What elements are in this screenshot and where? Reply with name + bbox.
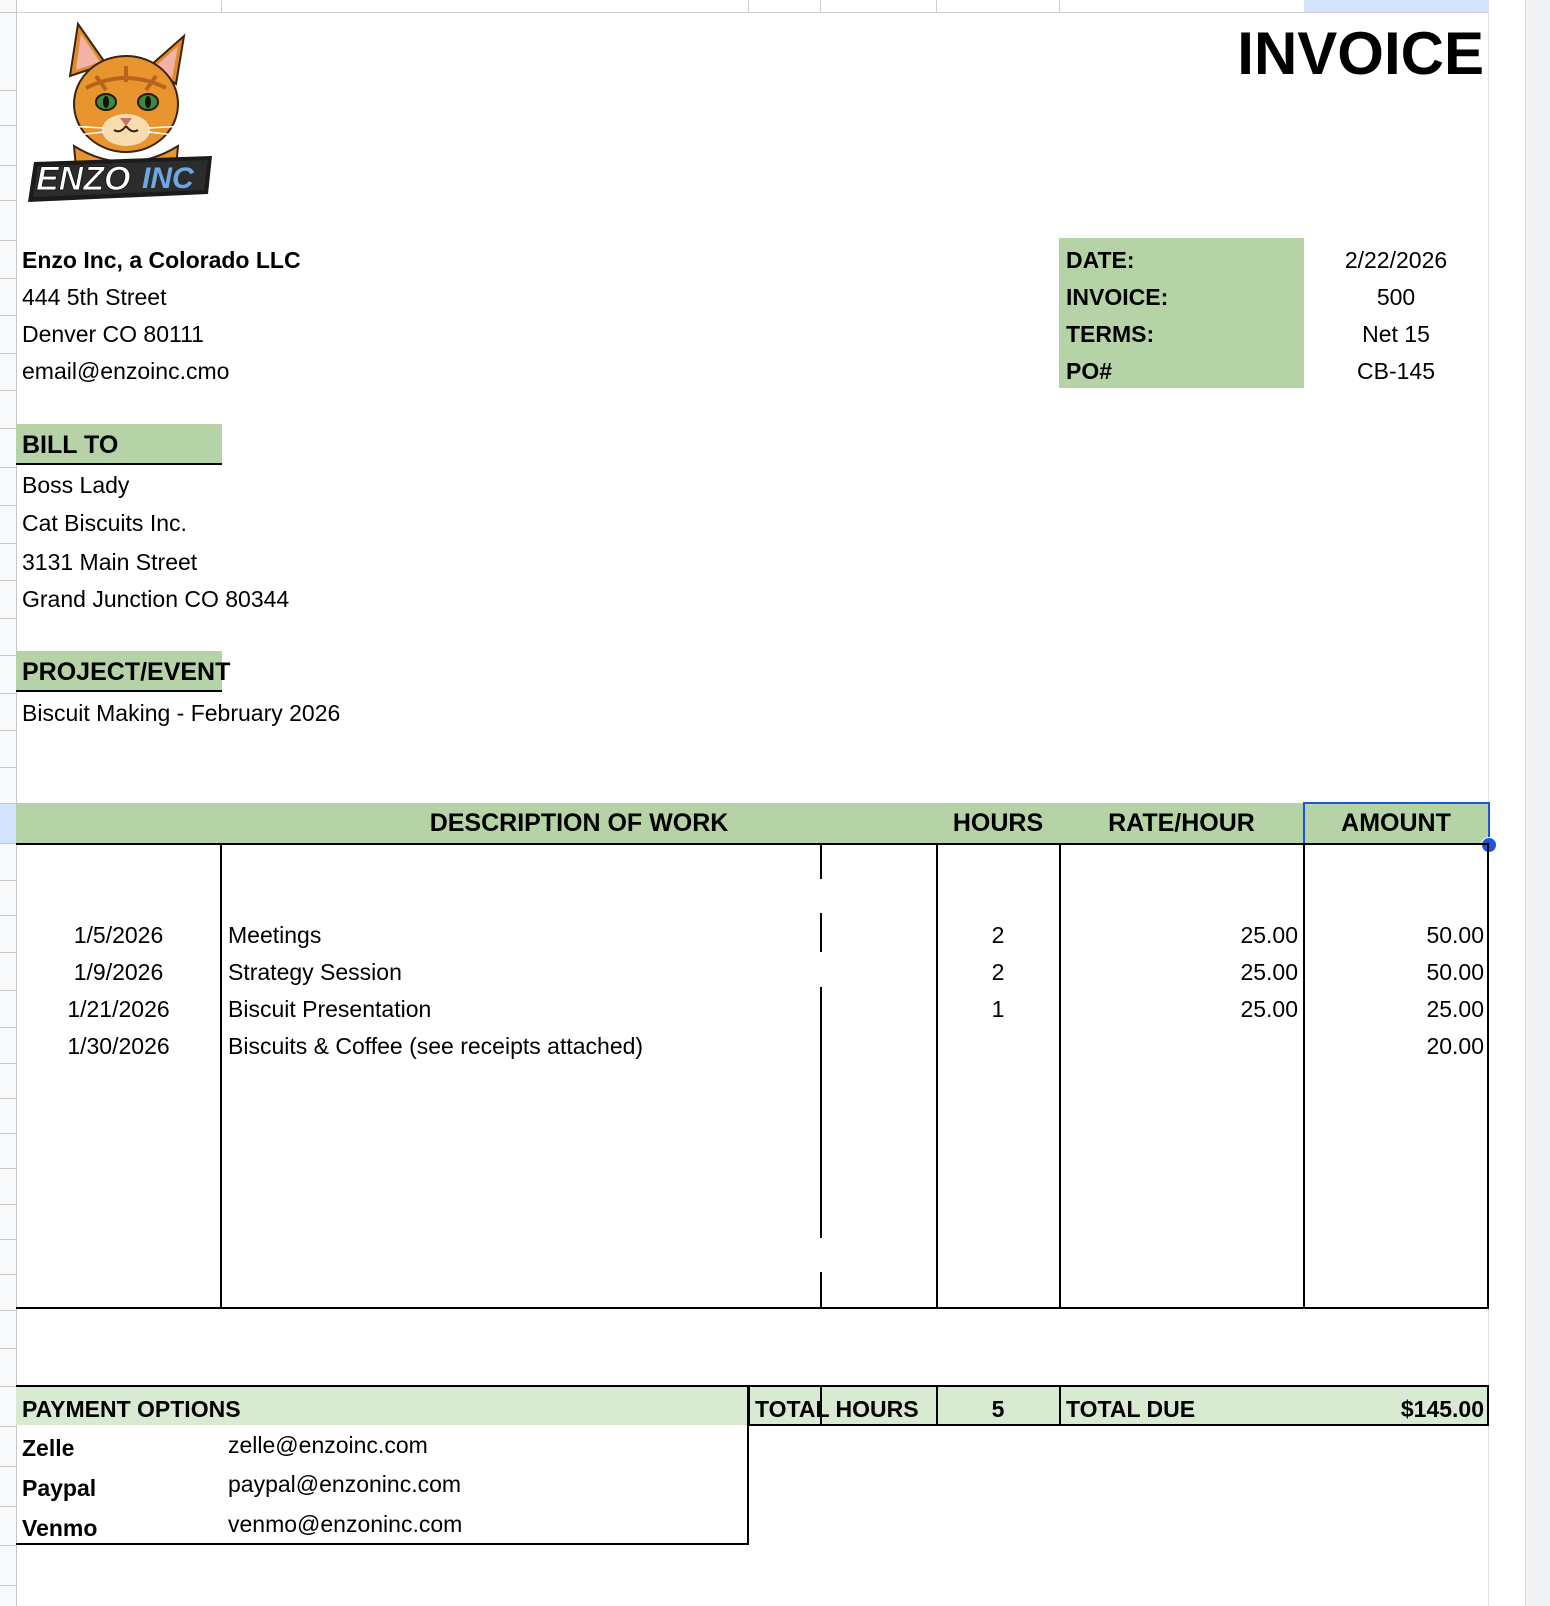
enzo-inc-logo [26,18,216,206]
row-header-divider [0,1506,16,1507]
company-name: Enzo Inc, a Colorado LLC [22,247,301,273]
row-date[interactable]: 1/5/2026 [73,922,164,948]
row-header-divider [0,1426,16,1427]
invoice-title: INVOICE [1237,20,1484,87]
row-header-divider [0,693,16,694]
row-date[interactable]: 1/21/2026 [67,996,170,1022]
row-header-divider [0,315,16,316]
meta-po-label: PO# [1066,358,1113,384]
row-header-divider [0,1098,16,1099]
top-grid-line [16,12,1489,13]
row-header-divider [0,1063,16,1064]
totals-divider [1059,1386,1061,1426]
row-date[interactable]: 1/30/2026 [67,1033,170,1059]
payment-method-venmo: Venmo [22,1515,98,1541]
col-boundary [936,0,937,12]
table-col-divider [936,843,938,1308]
selected-cell-outline[interactable] [1303,802,1490,845]
row-amount[interactable]: 20.00 [1426,1033,1484,1059]
row-header-divider [0,200,16,201]
project-heading: PROJECT/EVENT [22,658,231,686]
row-header-divider [0,353,16,354]
row-description[interactable]: Biscuits & Coffee (see receipts attached) [228,1033,644,1059]
table-top-border [16,843,1488,845]
row-rate[interactable]: 25.00 [1240,959,1298,985]
row-header-divider [0,1545,16,1546]
row-header-divider [0,1239,16,1240]
row-header-divider [0,165,16,166]
row-header-divider [0,990,16,991]
row-header-divider [0,1585,16,1586]
svg-text:ENZO: ENZO [36,160,131,198]
payment-box-bottom [16,1543,749,1545]
table-col-divider [220,843,222,1308]
meta-po-value[interactable]: CB-145 [1357,358,1435,384]
vertical-scrollbar[interactable] [1525,0,1550,1606]
bill-to-underline [16,463,222,465]
row-header-divider [0,240,16,241]
col-boundary [748,0,749,12]
totals-divider [1487,1386,1489,1426]
header-hours: HOURS [952,809,1044,837]
bill-to-line-2[interactable]: Cat Biscuits Inc. [22,510,187,536]
row-header-divider [0,90,16,91]
row-header-divider [0,952,16,953]
row-header-divider [0,505,16,506]
row-header-divider [0,1386,16,1387]
row-amount[interactable]: 50.00 [1426,959,1484,985]
row-header-divider [0,390,16,391]
cat-icon [66,24,186,177]
table-col-divider [820,1272,822,1308]
header-description: DESCRIPTION OF WORK [429,809,729,837]
table-col-divider [1059,843,1061,1308]
row-header-divider [0,580,16,581]
row-rate[interactable]: 25.00 [1240,996,1298,1022]
row-header-divider [0,467,16,468]
totals-bottom-border [748,1424,1489,1426]
row-header-divider [0,1466,16,1467]
payment-address-venmo[interactable]: venmo@enzoninc.com [228,1511,463,1537]
bill-to-line-1[interactable]: Boss Lady [22,472,130,498]
svg-text:INC: INC [142,162,194,195]
row-hours[interactable]: 1 [991,996,1005,1022]
row-header-divider [0,1274,16,1275]
payment-method-zelle: Zelle [22,1435,75,1461]
row-header-divider [0,915,16,916]
totals-top-border [16,1385,1489,1387]
bill-to-line-4[interactable]: Grand Junction CO 80344 [22,586,290,612]
meta-terms-label: TERMS: [1066,321,1155,347]
row-header-divider [0,618,16,619]
bill-to-line-3[interactable]: 3131 Main Street [22,549,198,575]
selection-fill-handle[interactable] [1481,837,1497,853]
row-date[interactable]: 1/9/2026 [73,959,164,985]
total-due-value[interactable]: $145.00 [1400,1396,1484,1422]
payment-address-paypal[interactable]: paypal@enzoninc.com [228,1471,462,1497]
row-header-divider [0,278,16,279]
project-underline [16,690,222,692]
row-description[interactable]: Meetings [228,922,322,948]
row-header-divider [0,767,16,768]
row-header-divider [0,803,16,804]
meta-date-value[interactable]: 2/22/2026 [1344,247,1448,273]
total-due-label: TOTAL DUE [1066,1396,1196,1422]
company-email: email@enzoinc.cmo [22,358,230,384]
row-header-divider [0,428,16,429]
row-header-divider [0,125,16,126]
header-amount[interactable]: AMOUNT [1341,809,1451,837]
row-amount[interactable]: 25.00 [1426,996,1484,1022]
row-header-divider [0,843,16,844]
row-header-divider [0,543,16,544]
table-col-divider [820,913,822,952]
row-description[interactable]: Biscuit Presentation [228,996,432,1022]
row-header-divider [0,12,16,13]
table-col-divider [820,987,822,1238]
row-header-divider [0,1204,16,1205]
payment-box-right [747,1386,749,1545]
payment-address-zelle[interactable]: zelle@enzoinc.com [228,1432,428,1458]
table-col-divider [1303,843,1305,1308]
col-boundary [221,0,222,12]
bill-to-heading: BILL TO [22,431,119,459]
row-header-divider [0,1348,16,1349]
payment-heading: PAYMENT OPTIONS [22,1396,241,1422]
total-hours-label: TOTAL HOURS [755,1396,919,1422]
selected-column-header[interactable] [1304,0,1488,12]
row-header-divider [0,730,16,731]
row-header-divider [0,880,16,881]
row-header-divider [0,1168,16,1169]
row-hours[interactable]: 2 [991,922,1005,948]
table-col-divider [820,843,822,879]
row-header-divider [0,1310,16,1311]
meta-terms-value[interactable]: Net 15 [1362,321,1430,347]
col-boundary [820,0,821,12]
row-amount[interactable]: 50.00 [1426,922,1484,948]
meta-invoice-label: INVOICE: [1066,284,1169,310]
row-hours[interactable]: 2 [991,959,1005,985]
row-header-divider [0,655,16,656]
row-rate[interactable]: 25.00 [1240,922,1298,948]
col-boundary [1059,0,1060,12]
row-header-divider [0,1027,16,1028]
row-header-divider [0,1133,16,1134]
meta-date-label: DATE: [1066,247,1135,273]
project-value[interactable]: Biscuit Making - February 2026 [22,700,341,726]
company-street: 444 5th Street [22,284,167,310]
header-rate: RATE/HOUR [1108,809,1255,837]
meta-invoice-value[interactable]: 500 [1376,284,1416,310]
table-right-border [1487,843,1489,1308]
total-hours-value[interactable]: 5 [991,1396,1005,1422]
company-city: Denver CO 80111 [22,321,204,347]
row-header-selected [0,803,16,843]
table-bottom-border [16,1307,1489,1309]
payment-method-paypal: Paypal [22,1475,97,1501]
row-description[interactable]: Strategy Session [228,959,402,985]
